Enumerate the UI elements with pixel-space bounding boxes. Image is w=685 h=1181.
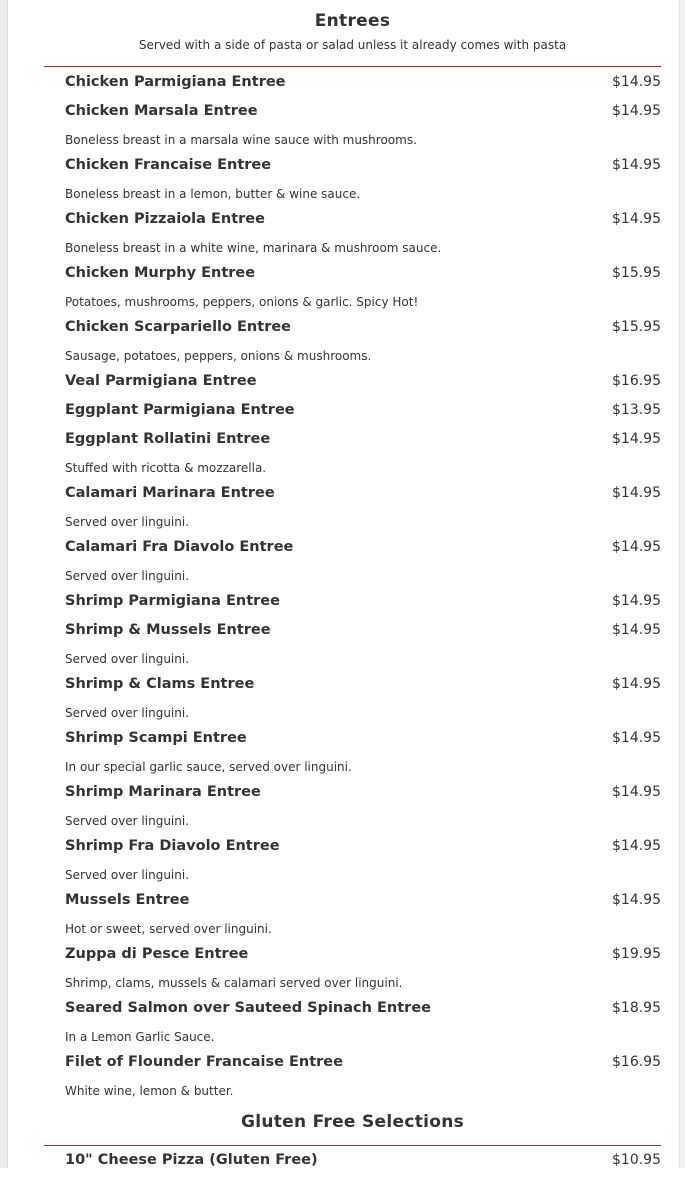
item-description: Stuffed with ricotta & mozzarella. bbox=[65, 461, 267, 475]
menu-item[interactable] bbox=[65, 838, 661, 884]
item-name[interactable]: Calamari Marinara Entree bbox=[65, 485, 275, 501]
item-price: $10.95 bbox=[612, 1152, 661, 1168]
item-name[interactable]: Chicken Pizzaiola Entree bbox=[65, 211, 265, 227]
menu-item[interactable] bbox=[65, 892, 661, 938]
menu-item[interactable] bbox=[65, 730, 661, 776]
menu-item[interactable] bbox=[65, 1054, 661, 1100]
menu-section-entrees bbox=[44, 0, 661, 1100]
left-page-edge bbox=[0, 0, 8, 1168]
item-name[interactable]: Chicken Parmigiana Entree bbox=[65, 74, 286, 90]
item-name[interactable]: Zuppa di Pesce Entree bbox=[65, 946, 249, 962]
item-price: $14.95 bbox=[612, 593, 661, 609]
item-price: $19.95 bbox=[612, 946, 661, 962]
item-description: Boneless breast in a lemon, butter & wine sauce. bbox=[65, 187, 361, 201]
menu-item[interactable] bbox=[65, 1000, 661, 1046]
item-name[interactable]: Shrimp Parmigiana Entree bbox=[65, 593, 280, 609]
item-name[interactable]: Chicken Marsala Entree bbox=[65, 103, 258, 119]
item-price: $15.95 bbox=[612, 319, 661, 335]
menu-item[interactable] bbox=[65, 784, 661, 830]
item-name[interactable]: Seared Salmon over Sauteed Spinach Entree bbox=[65, 1000, 431, 1016]
item-name[interactable]: Shrimp Marinara Entree bbox=[65, 784, 261, 800]
item-price: $14.95 bbox=[612, 485, 661, 501]
menu-item[interactable] bbox=[65, 103, 661, 149]
menu-content bbox=[44, 0, 661, 1168]
item-price: $16.95 bbox=[612, 1054, 661, 1070]
menu-item[interactable] bbox=[65, 402, 661, 423]
menu-item-list bbox=[44, 67, 661, 1100]
item-name[interactable]: Mussels Entree bbox=[65, 892, 190, 908]
item-description: Sausage, potatoes, peppers, onions & mushrooms. bbox=[65, 349, 372, 363]
item-description: Served over linguini. bbox=[65, 515, 190, 529]
menu-item[interactable] bbox=[65, 622, 661, 668]
menu-item[interactable] bbox=[65, 157, 661, 203]
item-description: White wine, lemon & butter. bbox=[65, 1084, 234, 1098]
item-price: $14.95 bbox=[612, 622, 661, 638]
item-description: Served over linguini. bbox=[65, 569, 190, 583]
item-price: $18.95 bbox=[612, 1000, 661, 1016]
menu-item[interactable] bbox=[65, 485, 661, 531]
item-description: Served over linguini. bbox=[65, 706, 190, 720]
item-price: $14.95 bbox=[612, 74, 661, 90]
right-scrollbar-track[interactable] bbox=[679, 0, 685, 1168]
item-description: Boneless breast in a marsala wine sauce with mushrooms. bbox=[65, 133, 417, 147]
section-header bbox=[44, 0, 661, 66]
menu-item[interactable] bbox=[65, 676, 661, 722]
menu-section-gluten-free bbox=[44, 1112, 661, 1181]
section-header bbox=[44, 1112, 661, 1145]
item-name[interactable]: Chicken Scarpariello Entree bbox=[65, 319, 292, 335]
item-price: $14.95 bbox=[612, 157, 661, 173]
menu-item[interactable] bbox=[65, 74, 661, 95]
item-price: $14.95 bbox=[612, 784, 661, 800]
menu-item[interactable] bbox=[65, 431, 661, 477]
item-name[interactable]: Veal Parmigiana Entree bbox=[65, 373, 257, 389]
menu-item[interactable] bbox=[65, 593, 661, 614]
item-price: $14.95 bbox=[612, 211, 661, 227]
menu-item[interactable] bbox=[65, 539, 661, 585]
item-name[interactable]: Calamari Fra Diavolo Entree bbox=[65, 539, 294, 555]
menu-item-list bbox=[44, 1146, 661, 1173]
item-price: $16.95 bbox=[612, 373, 661, 389]
item-name[interactable]: Eggplant Parmigiana Entree bbox=[65, 402, 295, 418]
item-description: Boneless breast in a white wine, marinara & mushroom sauce. bbox=[65, 241, 442, 255]
item-price: $14.95 bbox=[612, 539, 661, 555]
menu-item[interactable] bbox=[65, 946, 661, 992]
item-description: Potatoes, mushrooms, peppers, onions & garlic. Spicy Hot! bbox=[65, 295, 419, 309]
menu-item[interactable] bbox=[65, 265, 661, 311]
menu-item[interactable] bbox=[65, 211, 661, 257]
menu-item[interactable] bbox=[65, 319, 661, 365]
item-description: Served over linguini. bbox=[65, 868, 190, 882]
item-description: Served over linguini. bbox=[65, 652, 190, 666]
item-name[interactable]: 10" Cheese Pizza (Gluten Free) bbox=[65, 1152, 318, 1168]
item-price: $13.95 bbox=[612, 402, 661, 418]
item-price: $14.95 bbox=[612, 892, 661, 908]
item-description: Hot or sweet, served over linguini. bbox=[65, 922, 272, 936]
item-price: $15.95 bbox=[612, 265, 661, 281]
item-name[interactable]: Chicken Francaise Entree bbox=[65, 157, 272, 173]
section-title: Entrees bbox=[314, 11, 391, 31]
item-name[interactable]: Shrimp Scampi Entree bbox=[65, 730, 247, 746]
section-subtitle: Served with a side of pasta or salad unless it already comes with pasta bbox=[138, 38, 567, 52]
item-name[interactable]: Shrimp Fra Diavolo Entree bbox=[65, 838, 280, 854]
section-title: Gluten Free Selections bbox=[240, 1112, 465, 1132]
item-name[interactable]: Filet of Flounder Francaise Entree bbox=[65, 1054, 343, 1070]
item-description: In a Lemon Garlic Sauce. bbox=[65, 1030, 215, 1044]
item-name[interactable]: Chicken Murphy Entree bbox=[65, 265, 256, 281]
item-price: $14.95 bbox=[612, 838, 661, 854]
item-name[interactable]: Eggplant Rollatini Entree bbox=[65, 431, 271, 447]
item-price: $14.95 bbox=[612, 730, 661, 746]
item-description: Served over linguini. bbox=[65, 814, 190, 828]
menu-item[interactable] bbox=[65, 1152, 661, 1173]
item-description: Shrimp, clams, mussels & calamari served over linguini. bbox=[65, 976, 403, 990]
item-description: In our special garlic sauce, served over linguini. bbox=[65, 760, 352, 774]
item-price: $14.95 bbox=[612, 103, 661, 119]
item-price: $14.95 bbox=[612, 431, 661, 447]
item-name[interactable]: Shrimp & Clams Entree bbox=[65, 676, 255, 692]
menu-item[interactable] bbox=[65, 373, 661, 394]
item-name[interactable]: Shrimp & Mussels Entree bbox=[65, 622, 271, 638]
item-price: $14.95 bbox=[612, 676, 661, 692]
